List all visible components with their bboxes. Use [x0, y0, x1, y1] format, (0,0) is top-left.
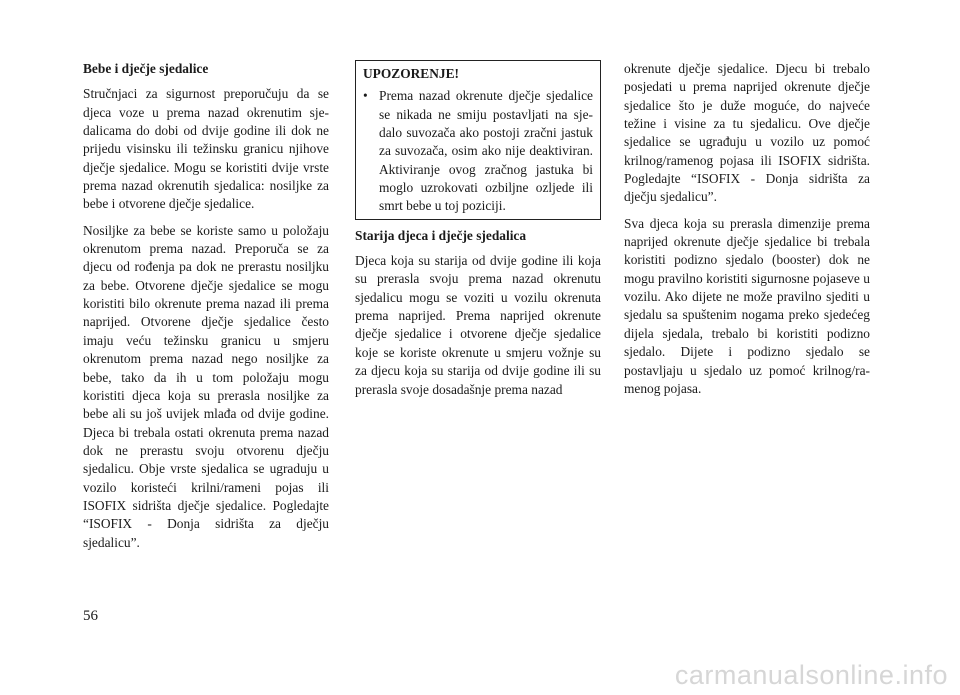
bullet-icon: • — [363, 88, 368, 104]
text-column-right — [624, 60, 870, 406]
warning-item — [363, 87, 593, 215]
paragraph: okrenute dječje sjedalice. Djecu bi trebalo posjedati u prema naprijed okrenute dječje sjedalice što je duže moguće, do najveće težine i visine za tu sjedalicu. Ove dječje sjedalice se ugrađuju u vozilo uz pomoć krilnog/ramenog pojasa ili ISOFIX sidrišta. Pogledajte “ISOFIX - Donja sidrišta za dječju sjedalicu”. — [624, 61, 870, 205]
warning-item-text: Prema nazad okrenute dječje sjedalice se nikada ne smiju postavljati na sjedalo suvozača ako postoji zračni jastuk za suvozača, osim ako nije deaktiviran. Aktiviranje ovog zračnog jastuka bi moglo uzrokovati ozbiljne ozljede ili smrt bebe u toj poziciji. — [379, 88, 593, 214]
text-column-middle — [355, 60, 601, 407]
watermark: carmanualsonline.info — [674, 660, 948, 690]
page-number: 56 — [83, 608, 98, 624]
section-heading-older-children: Starija djeca i dječje sjedalica — [355, 227, 527, 243]
paragraph: Sva djeca koja su prerasla dimenzije prema naprijed okrenute dječje sjedalice bi trebala koristiti podizno sjedalo (booster) dok ne mogu pravilno koristiti sigurnosne pojaseve u vozilu. Ako dijete ne može pravilno sjediti u sjedalu sa spuštenim nogama preko sjedećeg dijela sjedala, trebalo bi koristiti podizno sjedalo. Dijete i podizno sjedalo se postavljaju u sjedalo uz pomoć krilnog/ramenog pojasa. — [624, 215, 870, 396]
paragraph: Nosiljke za bebe se koriste samo u položaju okrenutom prema nazad. Preporuča se za djecu od rođenja pa dok ne prerastu nosiljku za bebe. Otvorene dječje sjedalice se mogu koristiti bilo okrenute prema nazad ili prema naprijed. Otvorene dječje sjedalice često imaju veću težinsku granicu u smjeru okrenutom prema nazad nego nosiljke za bebe, tako da ih u tom položaju mogu koristiti djeca koja su prerasla nosiljke za bebe ali su još uvijek mlađa od dvije godine. Djeca bi trebala ostati okrenuta prema nazad dok ne prerastu svoju otvorenu dječju sjedalicu. Obje vrste sjedalica se ugraduju u vozilo koristeći krilni/rameni pojas ili ISOFIX sidrišta dječje sjedalice. Pogledajte “ISOFIX - Donja sidrišta za dječju sjedalicu”. — [83, 222, 329, 550]
text-column-left — [83, 60, 329, 560]
warning-title: UPOZORENJE! — [363, 66, 459, 81]
paragraph: Djeca koja su starija od dvije godine ili koja su prerasla svoju prema nazad okrenutu sjedalicu mogu se voziti u vozilu okrenuta prema naprijed. Prema naprijed okrenute dječje sjedalice i otvorene dječje sjedalice koje se koriste okrenute u smjeru vožnje su za djecu koja su starija od dvije godine ili su prerasla svoje dosadašnje prema nazad — [355, 253, 601, 397]
paragraph: Stručnjaci za sigurnost preporučuju da se djeca voze u prema nazad okrenutim sjedalicama do dobi od dvije godine ili dok ne prijedu visinsku ili težinsku granicu njihove dječje sjedalice. Mogu se koristiti dvije vrste prema nazad okrenutih sjedalica: nosiljke za bebe i otvorene dječje sjedalice. — [83, 86, 329, 212]
warning-box — [355, 60, 601, 220]
warning-list — [363, 87, 593, 215]
section-heading-infants: Bebe i dječje sjedalice — [83, 61, 209, 76]
